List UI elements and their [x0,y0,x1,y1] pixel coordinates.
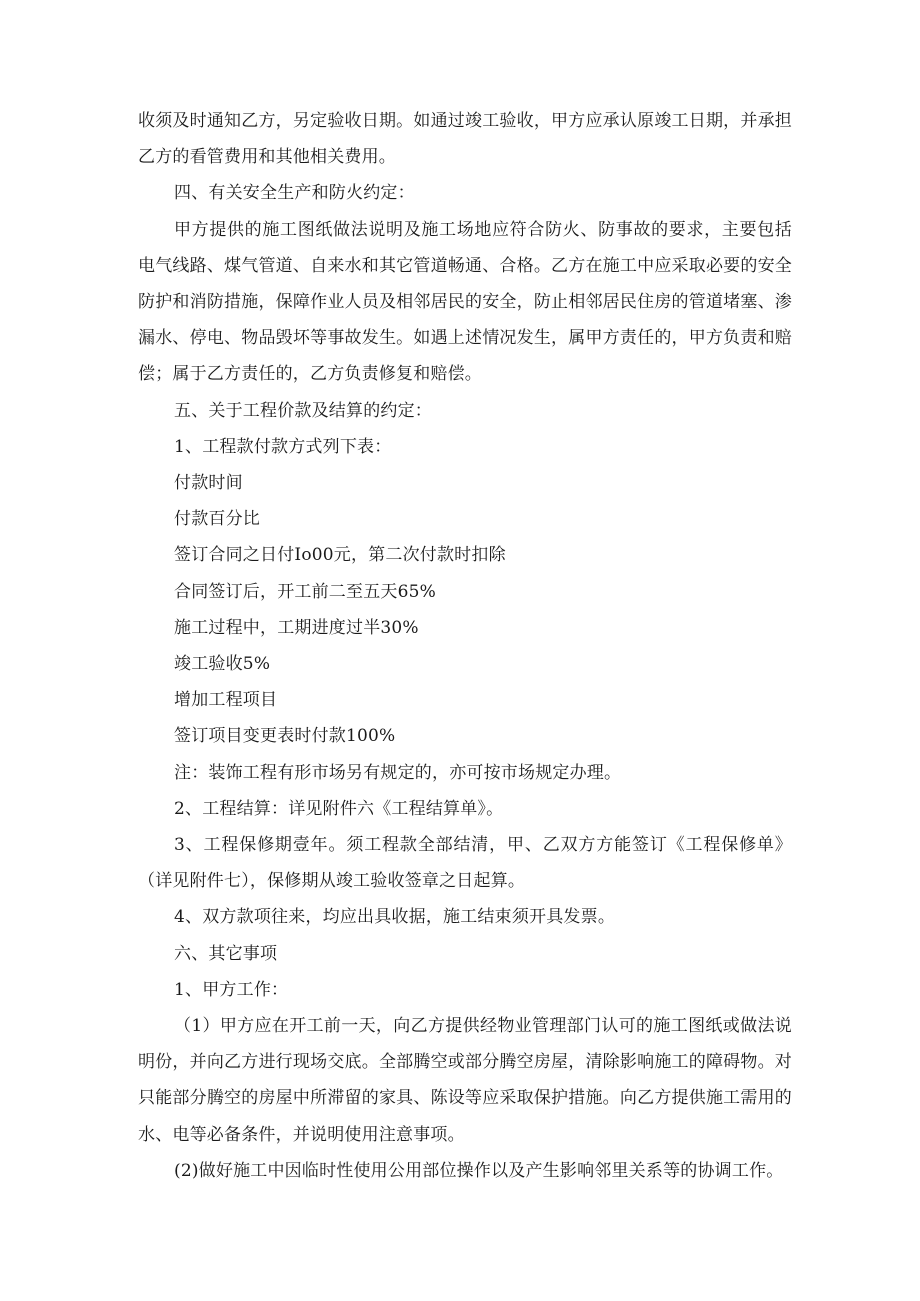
payment-percent-label: 付款百分比 [174,509,260,530]
payment-time-label: 付款时间 [174,473,243,494]
payment-method-intro: 1、工程款付款方式列下表： [174,436,392,457]
paragraph-safety-fire: 甲方提供的施工图纸做法说明及施工场地应符合防火、防事故的要求，主要包括电气线路、煤气管道、自来水和其它管道畅通、合格。乙方在施工中应采取必要的安全防护和消防措施，保障作业人员及相邻居民的安全，防止相邻居民住房的管道堵塞、渗漏水、停电、物品毁坏等事故发生。如遇上述情况发生，属甲方责任的，甲方负责和赔偿；属于乙方责任的，乙方负责修复和赔偿。 [138,219,792,385]
section-heading-payment: 五、关于工程价款及结算的约定： [174,400,432,421]
payment-row-additional-label: 增加工程项目 [174,690,278,711]
payment-note: 注：装饰工程有形市场另有规定的，亦可按市场规定办理。 [174,762,622,783]
document-page [138,103,792,1189]
party-a-duty-2: (2)做好施工中因临时性使用公用部位操作以及产生影响邻里关系等的协调工作。 [174,1160,784,1181]
payment-row-midway: 施工过程中，工期进度过半30% [174,617,419,638]
paragraph-acceptance-continued: 收须及时通知乙方，另定验收日期。如通过竣工验收，甲方应承认原竣工日期，并承担乙方的看管费用和其他相关费用。 [138,111,792,168]
settlement-clause: 2、工程结算：详见附件六《工程结算单》。 [174,798,504,819]
section-heading-other: 六、其它事项 [174,943,278,964]
payment-row-signing: 签订合同之日付Io00元，第二次付款时扣除 [174,545,506,566]
section-heading-safety: 四、有关安全生产和防火约定： [174,183,415,204]
payment-row-before-start: 合同签订后，开工前二至五天65% [174,581,436,602]
party-a-duty-1: （1）甲方应在开工前一天，向乙方提供经物业管理部门认可的施工图纸或做法说明份，并向乙方进行现场交底。全部腾空或部分腾空房屋，清除影响施工的障碍物。对只能部分腾空的房屋中所滞留的家具、陈设等应采取保护措施。向乙方提供施工需用的水、电等必备条件，并说明使用注意事项。 [138,1016,792,1145]
warranty-clause: 3、工程保修期壹年。须工程款全部结清，甲、乙双方方能签订《工程保修单》（详见附件七），保修期从竣工验收签章之日起算。 [138,835,792,892]
payment-row-completion: 竣工验收5% [174,654,271,675]
payment-row-change-order: 签订项目变更表时付款100% [174,726,396,747]
party-a-duties-heading: 1、甲方工作： [174,979,289,1000]
receipts-clause: 4、双方款项往来，均应出具收据，施工结束须开具发票。 [174,907,616,928]
